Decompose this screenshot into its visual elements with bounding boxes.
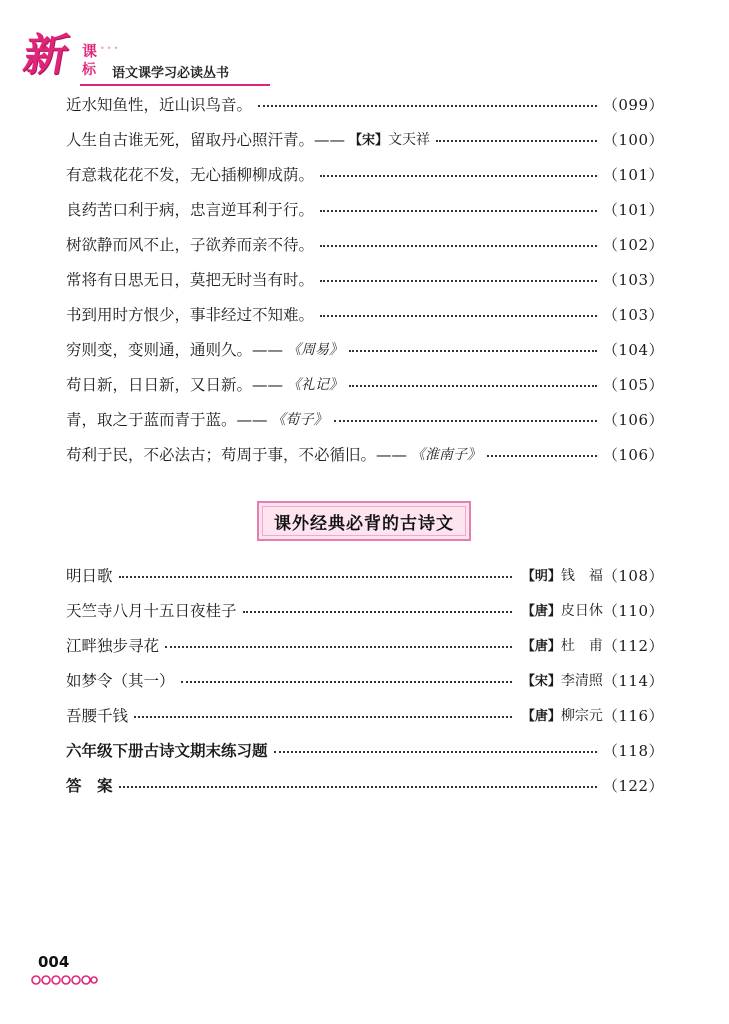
header-rule — [80, 84, 270, 86]
dot-leader — [436, 140, 597, 142]
toc-author-name: 杜 甫 — [560, 638, 603, 654]
toc-source: 《淮南子》 — [411, 447, 482, 463]
toc-row[interactable] — [66, 232, 664, 256]
section-banner-title: 课外经典必背的古诗文 — [274, 513, 454, 534]
toc-row[interactable] — [66, 92, 664, 116]
brand-dots-decoration: ••• — [100, 44, 121, 53]
toc-title: 苟利于民，不必法古；苟周于事，不必循旧。—— — [66, 446, 408, 464]
toc-row[interactable] — [66, 302, 664, 326]
section-banner — [257, 501, 471, 541]
toc-author — [349, 129, 430, 149]
toc-title: 天竺寺八月十五日夜桂子 — [66, 602, 237, 620]
toc-author-name: 李清照 — [560, 673, 603, 689]
dot-leader — [320, 245, 597, 247]
dot-leader — [349, 385, 597, 387]
toc-row[interactable] — [66, 738, 664, 762]
toc-dynasty: 【唐】 — [521, 604, 561, 619]
dot-leader — [243, 611, 512, 613]
toc-page: （106） — [602, 445, 664, 464]
toc-title: 江畔独步寻花 — [66, 637, 160, 655]
toc-author — [522, 565, 603, 585]
toc-row[interactable] — [66, 442, 664, 466]
toc-row[interactable] — [66, 703, 664, 727]
toc-title: 穷则变，变则通，通则久。—— — [66, 341, 284, 359]
toc-dynasty: 【宋】 — [349, 133, 389, 148]
toc-row[interactable] — [66, 598, 664, 622]
toc-title: 书到用时方恨少，事非经过不知难。 — [66, 306, 315, 324]
toc-page: （101） — [602, 165, 664, 184]
toc-title: 答 案 — [66, 777, 113, 795]
toc-author — [522, 635, 603, 655]
toc-title: 近水知鱼性，近山识鸟音。 — [66, 96, 253, 114]
toc-row[interactable] — [66, 633, 664, 657]
toc-source: 《礼记》 — [287, 377, 344, 393]
toc-row[interactable] — [66, 162, 664, 186]
toc-author — [522, 670, 603, 690]
toc-page: （112） — [602, 636, 664, 655]
toc-author — [522, 600, 603, 620]
toc-page: （103） — [602, 305, 664, 324]
toc-dynasty: 【宋】 — [521, 674, 561, 689]
dot-leader — [334, 420, 597, 422]
toc-author-name: 钱 福 — [560, 568, 603, 584]
toc-row[interactable] — [66, 407, 664, 431]
brand-logo-biao: 标 — [82, 62, 96, 78]
toc-source: 《周易》 — [287, 342, 344, 358]
toc-row[interactable] — [66, 668, 664, 692]
toc-page: （100） — [602, 130, 664, 149]
dot-leader — [320, 175, 597, 177]
toc-row[interactable] — [66, 372, 664, 396]
toc-page: （102） — [602, 235, 664, 254]
dot-leader — [134, 716, 512, 718]
dot-leader — [320, 280, 597, 282]
toc-row[interactable] — [66, 127, 664, 151]
toc-page: （114） — [602, 671, 664, 690]
toc-dynasty: 【明】 — [521, 569, 561, 584]
toc-page: （103） — [602, 270, 664, 289]
dot-leader — [320, 210, 597, 212]
toc-dynasty: 【唐】 — [521, 639, 561, 654]
series-brand — [20, 30, 260, 84]
toc-title: 青，取之于蓝而青于蓝。—— — [66, 411, 268, 429]
footer-ornament-icon — [30, 972, 100, 988]
toc-title: 吾腰千钱 — [66, 707, 129, 725]
toc-author-name: 文天祥 — [388, 132, 431, 148]
toc-title: 有意栽花花不发，无心插柳柳成荫。 — [66, 166, 315, 184]
toc-author — [522, 705, 603, 725]
dot-leader — [119, 786, 597, 788]
brand-logo-xin: 新 — [19, 30, 73, 81]
dot-leader — [274, 751, 597, 753]
toc-page: （104） — [602, 340, 664, 359]
toc-row[interactable] — [66, 337, 664, 361]
toc-page: （116） — [602, 706, 664, 725]
toc-page: （105） — [602, 375, 664, 394]
toc-row[interactable] — [66, 773, 664, 797]
toc-author-name: 柳宗元 — [560, 708, 603, 724]
dot-leader — [487, 455, 597, 457]
dot-leader — [320, 315, 597, 317]
toc-row[interactable] — [66, 197, 664, 221]
dot-leader — [258, 105, 597, 107]
page-number: 004 — [38, 953, 70, 971]
toc-page: （110） — [602, 601, 664, 620]
toc-title: 六年级下册古诗文期末练习题 — [66, 742, 268, 760]
toc-page: （122） — [602, 776, 664, 795]
toc-title: 明日歌 — [66, 567, 113, 585]
series-title: 语文课学习必读丛书 — [112, 66, 230, 81]
toc-title: 良药苦口利于病，忠言逆耳利于行。 — [66, 201, 315, 219]
toc-row[interactable] — [66, 267, 664, 291]
toc-title: 苟日新，日日新，又日新。—— — [66, 376, 284, 394]
dot-leader — [119, 576, 512, 578]
toc-page: （108） — [602, 566, 664, 585]
toc-author-name: 皮日休 — [560, 603, 603, 619]
toc-page: （099） — [602, 95, 664, 114]
toc-source: 《荀子》 — [271, 412, 328, 428]
dot-leader — [181, 681, 512, 683]
toc-page: （118） — [602, 741, 664, 760]
dot-leader — [165, 646, 512, 648]
dot-leader — [349, 350, 597, 352]
toc-page: （106） — [602, 410, 664, 429]
toc-row[interactable] — [66, 563, 664, 587]
toc-page: （101） — [602, 200, 664, 219]
toc-dynasty: 【唐】 — [521, 709, 561, 724]
toc-title: 常将有日思无日，莫把无时当有时。 — [66, 271, 315, 289]
toc-title: 树欲静而风不止，子欲养而亲不待。 — [66, 236, 315, 254]
brand-logo-ke: 课 — [82, 42, 98, 60]
toc-title: 如梦令（其一） — [66, 672, 175, 690]
toc-title: 人生自古谁无死，留取丹心照汗青。—— — [66, 131, 346, 149]
